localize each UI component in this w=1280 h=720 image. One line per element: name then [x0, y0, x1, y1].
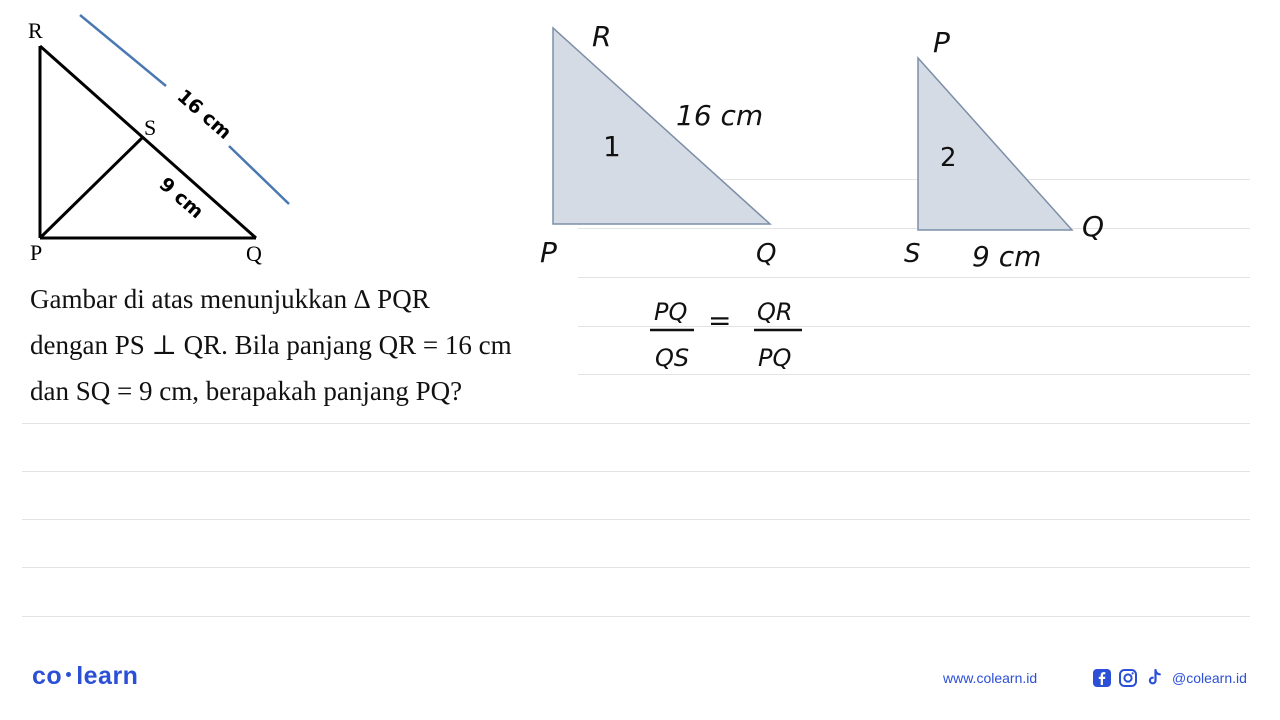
facebook-icon[interactable] [1092, 668, 1112, 688]
vertex-r-label: R [28, 18, 43, 43]
triangle-1-label-q: Q [756, 239, 777, 269]
triangle-1-label-p: P [540, 236, 557, 269]
altitude-ps [40, 137, 143, 238]
problem-line-1: Gambar di atas menunjukkan ∆ PQR [30, 284, 430, 314]
dimension-line-lower [229, 146, 289, 204]
vertex-p-label: P [30, 240, 43, 265]
logo-part-1: co [32, 662, 63, 690]
triangle-1-number: 1 [603, 130, 621, 163]
problem-line-2: dengan PS ⊥ QR. Bila panjang QR = 16 cm [30, 330, 512, 360]
footer [0, 650, 1280, 710]
proportion-equation [650, 298, 802, 372]
dimension-line-upper [80, 15, 166, 86]
side-qr [40, 46, 256, 238]
sq-length-label: 9 cm [154, 173, 208, 224]
vertex-q-label: Q [246, 241, 262, 266]
equals-sign: = [708, 304, 732, 337]
right-denominator: PQ [758, 344, 792, 372]
social-handle[interactable]: @colearn.id [1172, 670, 1247, 686]
problem-statement [30, 276, 590, 414]
triangle-1-side-label: 16 cm [676, 99, 764, 132]
website-link[interactable]: www.colearn.id [943, 670, 1038, 686]
colearn-logo [32, 662, 138, 691]
main-triangle [40, 46, 256, 238]
vertex-s-label: S [144, 115, 157, 140]
left-numerator: PQ [654, 298, 688, 326]
triangle-2-label-s: S [904, 239, 921, 269]
triangle-2-side-label: 9 cm [972, 240, 1042, 273]
logo-part-2: learn [76, 662, 139, 690]
instagram-icon[interactable] [1118, 668, 1138, 688]
triangle-2-number: 2 [940, 143, 957, 173]
right-numerator: QR [757, 298, 793, 326]
triangle-2-label-q: Q [1082, 210, 1105, 243]
triangle-2-label-p: P [933, 26, 950, 59]
problem-line-3: dan SQ = 9 cm, berapakah panjang PQ? [30, 376, 463, 406]
left-denominator: QS [655, 344, 690, 372]
logo-dot [66, 672, 71, 677]
social-links [1092, 667, 1247, 689]
tiktok-icon[interactable] [1144, 668, 1164, 688]
triangle-1-label-r: R [592, 20, 612, 53]
qr-length-label: 16 cm [172, 85, 236, 144]
